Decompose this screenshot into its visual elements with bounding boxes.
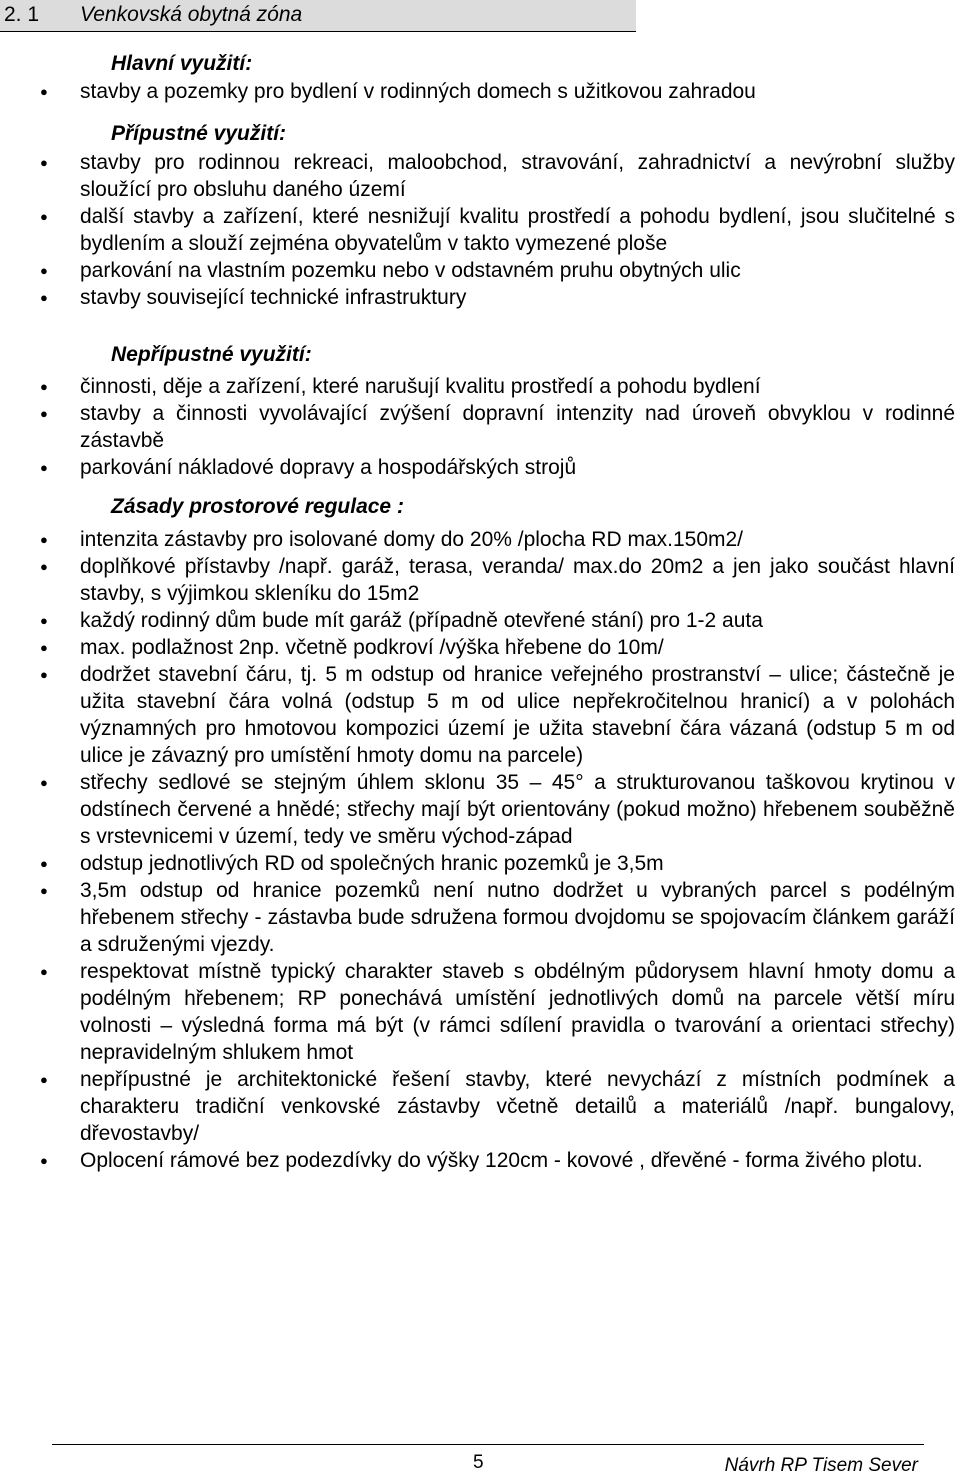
list-pripustne: [0, 149, 960, 311]
list-item: ● další stavby a zařízení, které nesnižují kvalitu prostředí a pohodu bydlení, jsou slučitelné s bydlením a slouží zejména obyvatelům v takto vymezené ploše: [0, 203, 960, 257]
subheading-zasady: Zásady prostorové regulace :: [111, 495, 404, 518]
list-item: ● každý rodinný dům bude mít garáž (případně otevřené stání) pro 1-2 auta: [0, 607, 960, 634]
list-item: ● nepřípustné je architektonické řešení stavby, které nevychází z místních podmínek a charakteru tradiční venkovské zástavby včetně detailů a materiálů /např. bungalovy, dřevostavby/: [0, 1066, 960, 1147]
list-hlavni: [0, 78, 960, 105]
list-nepripustne: [0, 373, 960, 481]
list-item: ● stavby související technické infrastruktury: [0, 284, 960, 311]
section-number: 2. 1: [4, 3, 40, 26]
list-item: ● respektovat místně typický charakter staveb s obdélným půdorysem hlavní hmoty domu a podélným hřebenem; RP ponechává umístění jednotlivých domů na parcele větší míru volnosti – výsledná forma má být (v rámci sdílení pravidla o tvarování a orientaci střechy) nepravidelným shlukem hmot: [0, 958, 960, 1066]
subheading-hlavni: Hlavní využití:: [111, 52, 253, 75]
list-item: ● parkování nákladové dopravy a hospodářských strojů: [0, 454, 960, 481]
list-item: ● stavby a pozemky pro bydlení v rodinných domech s užitkovou zahradou: [0, 78, 960, 105]
footer-divider: [52, 1444, 924, 1445]
list-item: ● Oplocení rámové bez podezdívky do výšky 120cm - kovové , dřevěné - forma živého plotu.: [0, 1147, 960, 1174]
list-item: ● intenzita zástavby pro isolované domy do 20% /plocha RD max.150m2/: [0, 526, 960, 553]
list-item: ● střechy sedlové se stejným úhlem sklonu 35 – 45° a strukturovanou taškovou krytinou v odstínech červené a hnědé; střechy mají být orientovány (pokud možno) hřebenem souběžně s vrstevnicemi v území, tedy ve směru východ-západ: [0, 769, 960, 850]
subheading-pripustne: Přípustné využití:: [111, 122, 287, 145]
section-heading: [0, 0, 636, 32]
footer-document-title: Návrh RP Tisem Sever: [724, 1455, 918, 1476]
list-item: ● dodržet stavební čáru, tj. 5 m odstup od hranice veřejného prostranství – ulice; částečně je užita stavební čára volná (odstup 5 m od ulice nepřekročitelnou hranicí) a v polohách významných pro hmotovou kompozici území je užita stavební čára vázaná (odstup 5 m od ulice je závazný pro umístění hmoty domu na parcele): [0, 661, 960, 769]
list-zasady: [0, 526, 960, 1174]
list-item: ● stavby a činnosti vyvolávající zvýšení dopravní intenzity nad úroveň obvyklou v rodinné zástavbě: [0, 400, 960, 454]
list-item: ● max. podlažnost 2np. včetně podkroví /výška hřebene do 10m/: [0, 634, 960, 661]
page-number: 5: [473, 1452, 484, 1473]
list-item: ● odstup jednotlivých RD od společných hranic pozemků je 3,5m: [0, 850, 960, 877]
list-item: ● činnosti, děje a zařízení, které narušují kvalitu prostředí a pohodu bydlení: [0, 373, 960, 400]
list-item: ● parkování na vlastním pozemku nebo v odstavném pruhu obytných ulic: [0, 257, 960, 284]
subheading-nepripustne: Nepřípustné využití:: [111, 343, 312, 366]
section-title: Venkovská obytná zóna: [80, 3, 303, 26]
list-item: ● 3,5m odstup od hranice pozemků není nutno dodržet u vybraných parcel s podélným hřebenem střechy - zástavba bude sdružena formou dvojdomu se spojovacím článkem garáží a sdruženými vjezdy.: [0, 877, 960, 958]
list-item: ● stavby pro rodinnou rekreaci, maloobchod, stravování, zahradnictví a nevýrobní služby sloužící pro obsluhu daného území: [0, 149, 960, 203]
list-item: ● doplňkové přístavby /např. garáž, terasa, veranda/ max.do 20m2 a jen jako součást hlavní stavby, s výjimkou skleníku do 15m2: [0, 553, 960, 607]
